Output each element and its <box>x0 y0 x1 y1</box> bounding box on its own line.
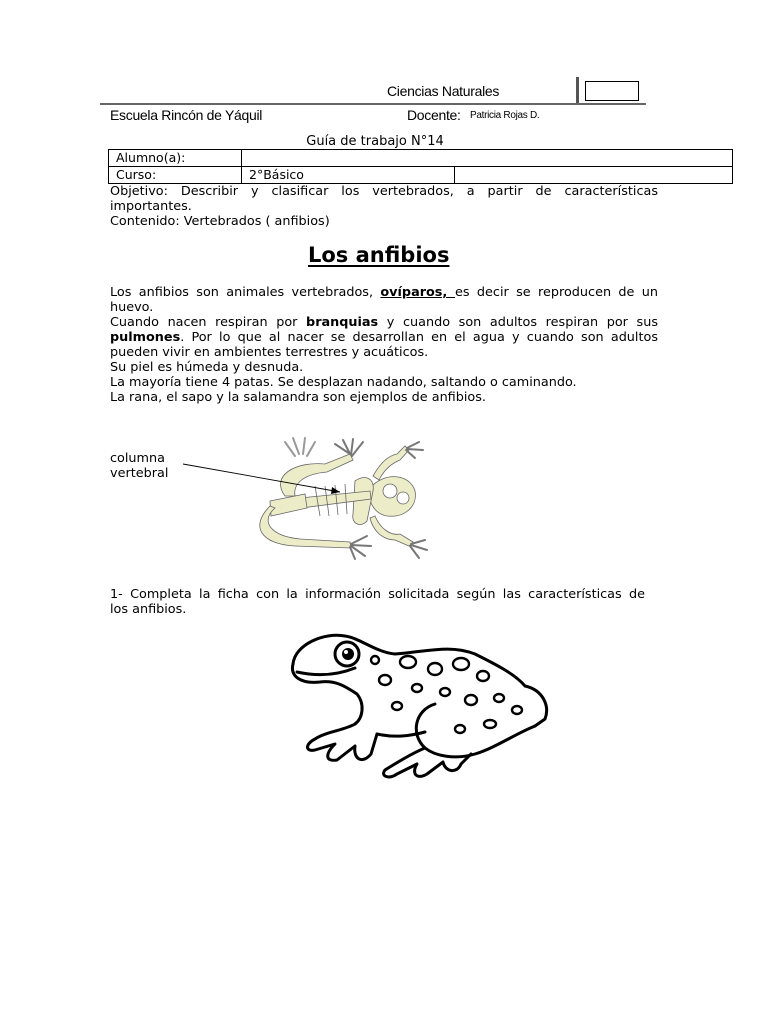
spine-label-line-1: columna <box>110 451 165 466</box>
question-1-line-1: 1- Completa la ficha con la información solicitada según las características de <box>110 587 645 602</box>
p2-text-before: Cuando nacen respiran por <box>110 315 307 330</box>
student-info-table <box>108 149 733 184</box>
main-title: Los anfibios <box>308 243 450 267</box>
teacher-name: Patricia Rojas D. <box>470 110 540 121</box>
p1-text-before: Los anfibios son animales vertebrados, <box>110 285 381 300</box>
spine-label <box>110 451 168 481</box>
spine-label-line-2: vertebral <box>110 466 169 481</box>
guide-title <box>0 134 768 149</box>
course-value: 2°Básico <box>242 167 455 184</box>
paragraph-1-line-2: huevo. <box>110 300 154 315</box>
table-row <box>109 150 733 167</box>
header-rule <box>100 103 646 105</box>
course-extra-field[interactable] <box>455 167 733 184</box>
paragraph-2-line-2 <box>110 330 658 345</box>
frog-illustration <box>285 614 555 782</box>
p2-text-mid: y cuando son adultos respiran por sus <box>378 315 658 330</box>
frog-skeleton-illustration <box>175 436 435 561</box>
p1-text-after: es decir se reproducen de un <box>455 285 658 300</box>
paragraph-2-line-1 <box>110 315 658 330</box>
objective-line-1: Objetivo: Describir y clasificar los vertebrados, a partir de características <box>110 184 658 199</box>
table-row <box>109 167 733 184</box>
paragraph-4: La mayoría tiene 4 patas. Se desplazan nadando, saltando o caminando. <box>110 375 577 390</box>
paragraph-2-line-3: pueden vivir en ambientes terrestres y acuáticos. <box>110 345 429 360</box>
teacher-label: Docente: <box>407 107 461 123</box>
paragraph-1-line-1 <box>110 285 658 300</box>
content-line: Contenido: Vertebrados ( anfibios) <box>110 214 330 229</box>
grade-box <box>585 81 639 101</box>
objective-line-2: importantes. <box>110 199 192 214</box>
keyword-oviparos: ovíparos, <box>380 285 456 300</box>
paragraph-3: Su piel es húmeda y desnuda. <box>110 360 304 375</box>
school-name: Escuela Rincón de Yáquil <box>110 107 263 123</box>
question-1-line-2: los anfibios. <box>110 602 187 617</box>
guide-title-text: Guía de trabajo N°14 <box>306 134 444 149</box>
keyword-branquias: branquias <box>306 315 379 330</box>
course-label: Curso: <box>109 167 242 184</box>
subject-title: Ciencias Naturales <box>387 83 500 99</box>
header-divider <box>576 77 579 103</box>
student-name-field[interactable] <box>242 150 733 167</box>
paragraph-5: La rana, el sapo y la salamandra son ejemplos de anfibios. <box>110 390 486 405</box>
keyword-pulmones: pulmones <box>110 330 181 345</box>
p2-text-after: . Por lo que al nacer se desarrollan en el agua y cuando son adultos <box>180 330 658 345</box>
student-label: Alumno(a): <box>109 150 242 167</box>
